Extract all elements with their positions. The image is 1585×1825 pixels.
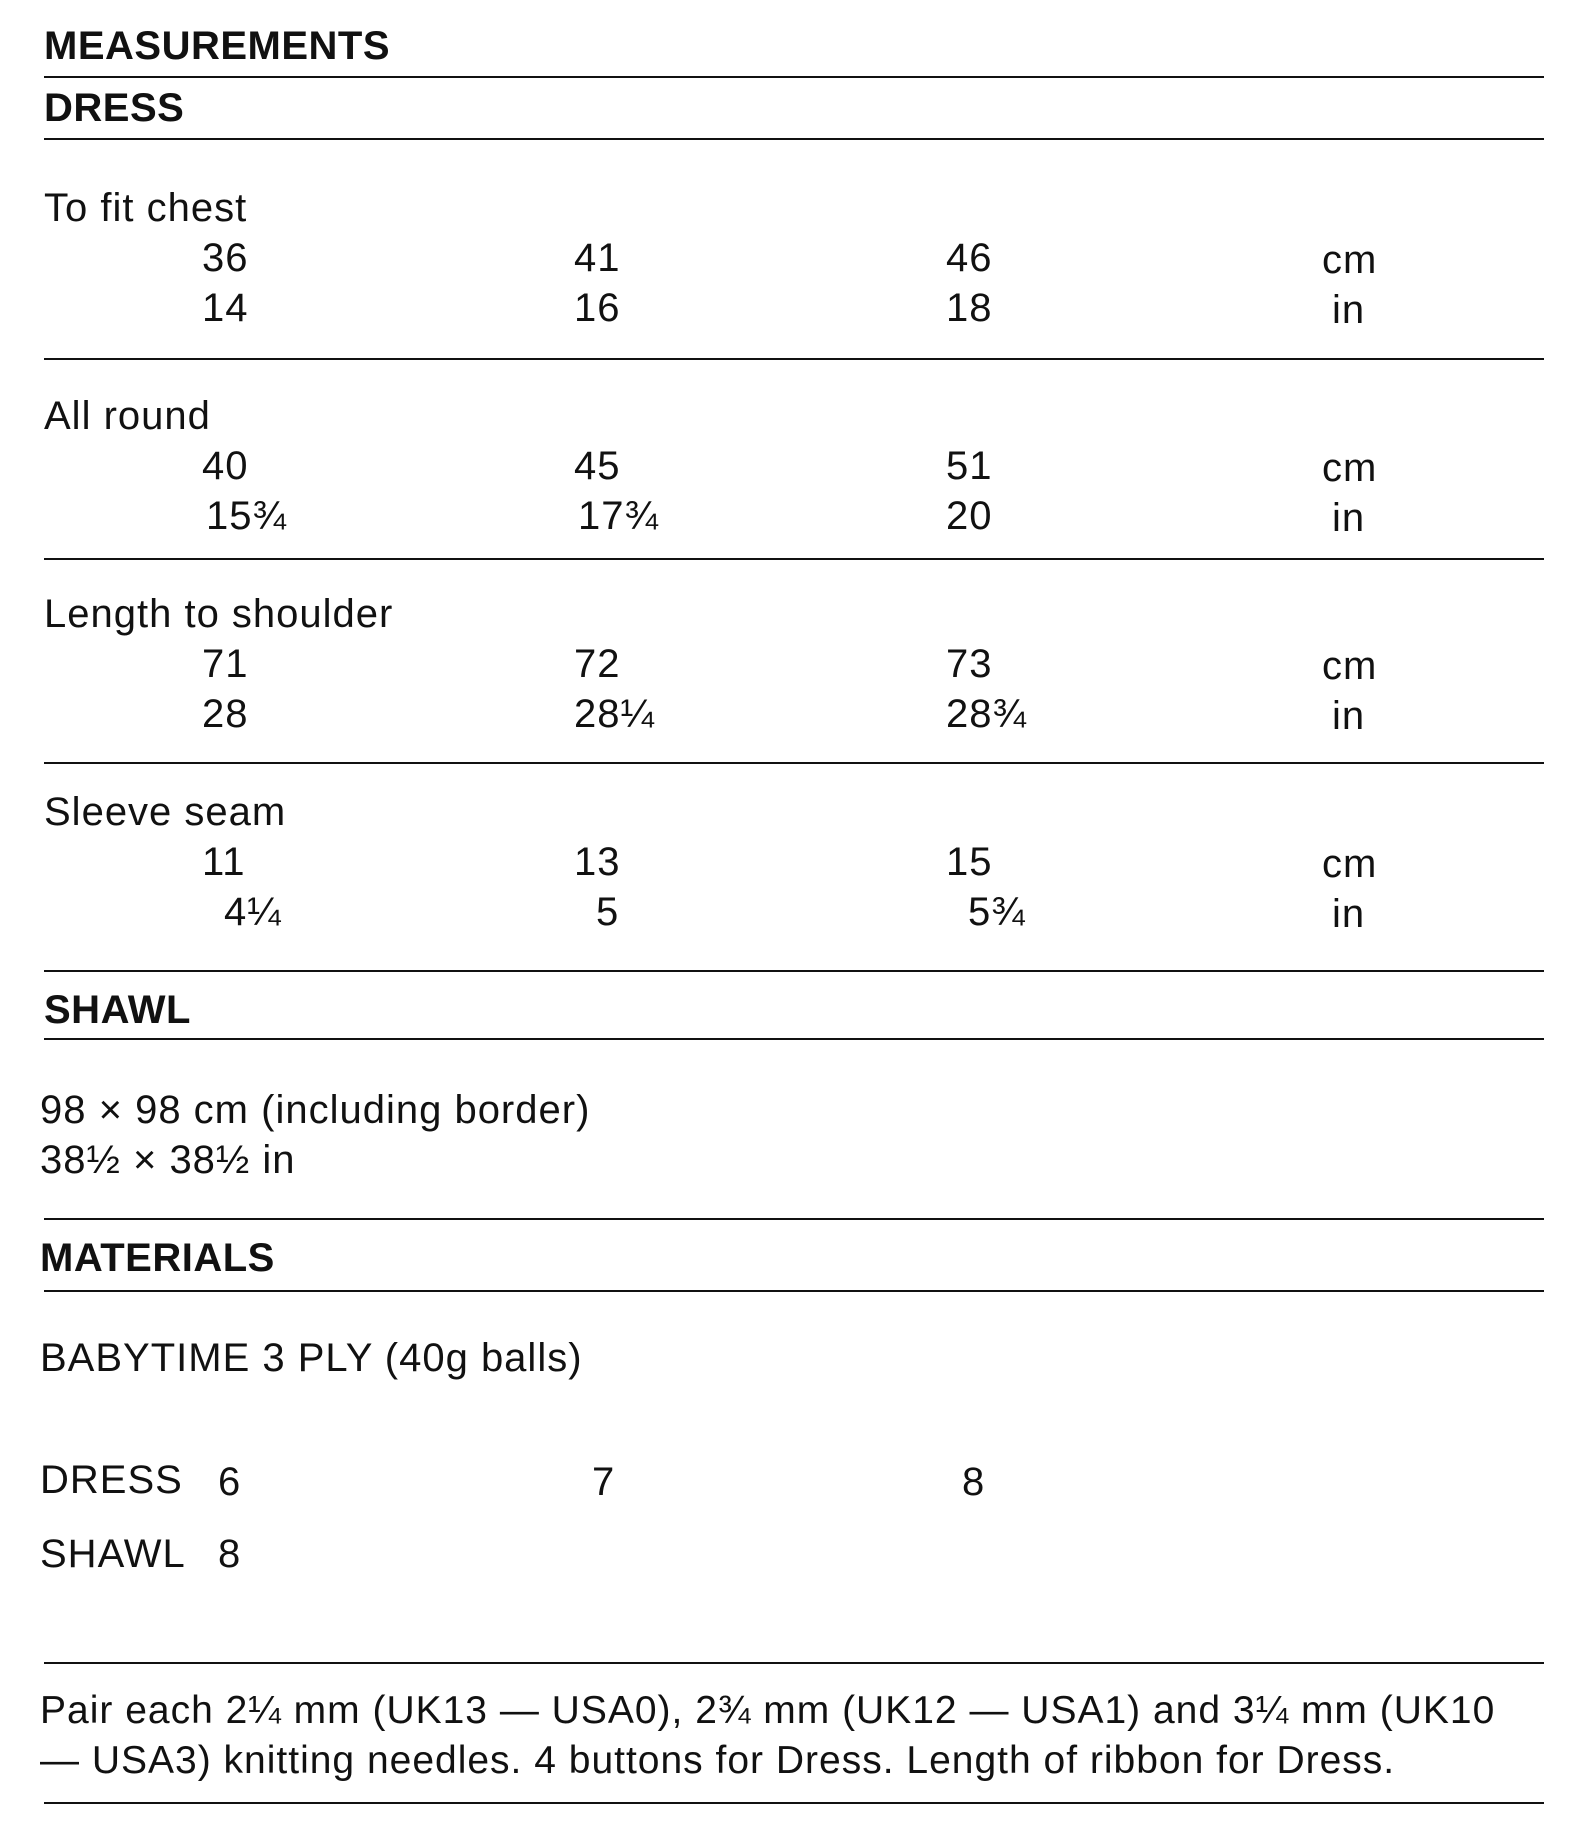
unit-label: cm (1322, 644, 1378, 688)
in-value: 28 (202, 692, 249, 736)
in-value: 5¾ (968, 890, 1026, 934)
in-value: 28¼ (574, 692, 655, 736)
cm-value: 11 (202, 840, 246, 884)
cm-value: 73 (946, 642, 993, 686)
ball-count: 7 (592, 1460, 616, 1504)
measurement-label: To fit chest (44, 186, 248, 230)
shawl-size-in: 38½ × 38½ in (40, 1138, 296, 1182)
materials-heading: MATERIALS (40, 1236, 275, 1280)
needles-text: — USA3) knitting needles. 4 buttons for Dress. Length of ribbon for Dress. (40, 1739, 1396, 1782)
measurement-label: All round (44, 394, 211, 438)
unit-label: cm (1322, 842, 1378, 886)
ball-count: 8 (218, 1532, 242, 1576)
in-value: 16 (574, 286, 621, 330)
unit-label: in (1332, 288, 1366, 332)
in-value: 28¾ (946, 692, 1027, 736)
divider (44, 138, 1544, 140)
cm-value: 46 (946, 236, 993, 280)
needles-text: Pair each 2¼ mm (UK13 — USA0), 2¾ mm (UK12 — USA1) and 3¼ mm (UK10 (40, 1689, 1496, 1732)
in-value: 18 (946, 286, 993, 330)
cm-value: 51 (946, 444, 993, 488)
shawl-heading: SHAWL (44, 988, 191, 1032)
shawl-size-cm: 98 × 98 cm (including border) (40, 1088, 591, 1132)
divider (44, 76, 1544, 78)
in-value: 15¾ (206, 494, 287, 538)
cm-value: 15 (946, 840, 993, 884)
measurement-label: Length to shoulder (44, 592, 394, 636)
in-value: 20 (946, 494, 993, 538)
unit-label: in (1332, 694, 1366, 738)
in-value: 17¾ (578, 494, 659, 538)
divider (44, 970, 1544, 972)
divider (44, 358, 1544, 360)
cm-value: 41 (574, 236, 621, 280)
divider (44, 558, 1544, 560)
dress-heading: DRESS (44, 86, 185, 130)
unit-label: in (1332, 892, 1366, 936)
in-value: 4¼ (224, 890, 282, 934)
unit-label: cm (1322, 446, 1378, 490)
ball-count: 8 (962, 1460, 986, 1504)
in-value: 14 (202, 286, 249, 330)
cm-value: 36 (202, 236, 249, 280)
divider (44, 762, 1544, 764)
cm-value: 71 (202, 642, 249, 686)
in-value: 5 (596, 890, 620, 934)
ball-count: 6 (218, 1460, 242, 1504)
unit-label: in (1332, 496, 1366, 540)
divider (44, 1662, 1544, 1664)
yarn-description: BABYTIME 3 PLY (40g balls) (40, 1336, 583, 1380)
unit-label: cm (1322, 238, 1378, 282)
divider (44, 1290, 1544, 1292)
cm-value: 45 (574, 444, 621, 488)
divider (44, 1802, 1544, 1804)
dress-materials-label: DRESS (40, 1458, 183, 1502)
measurement-label: Sleeve seam (44, 790, 287, 834)
cm-value: 72 (574, 642, 621, 686)
cm-value: 13 (574, 840, 621, 884)
measurements-heading: MEASUREMENTS (44, 24, 391, 68)
divider (44, 1218, 1544, 1220)
divider (44, 1038, 1544, 1040)
cm-value: 40 (202, 444, 249, 488)
shawl-materials-label: SHAWL (40, 1532, 186, 1576)
